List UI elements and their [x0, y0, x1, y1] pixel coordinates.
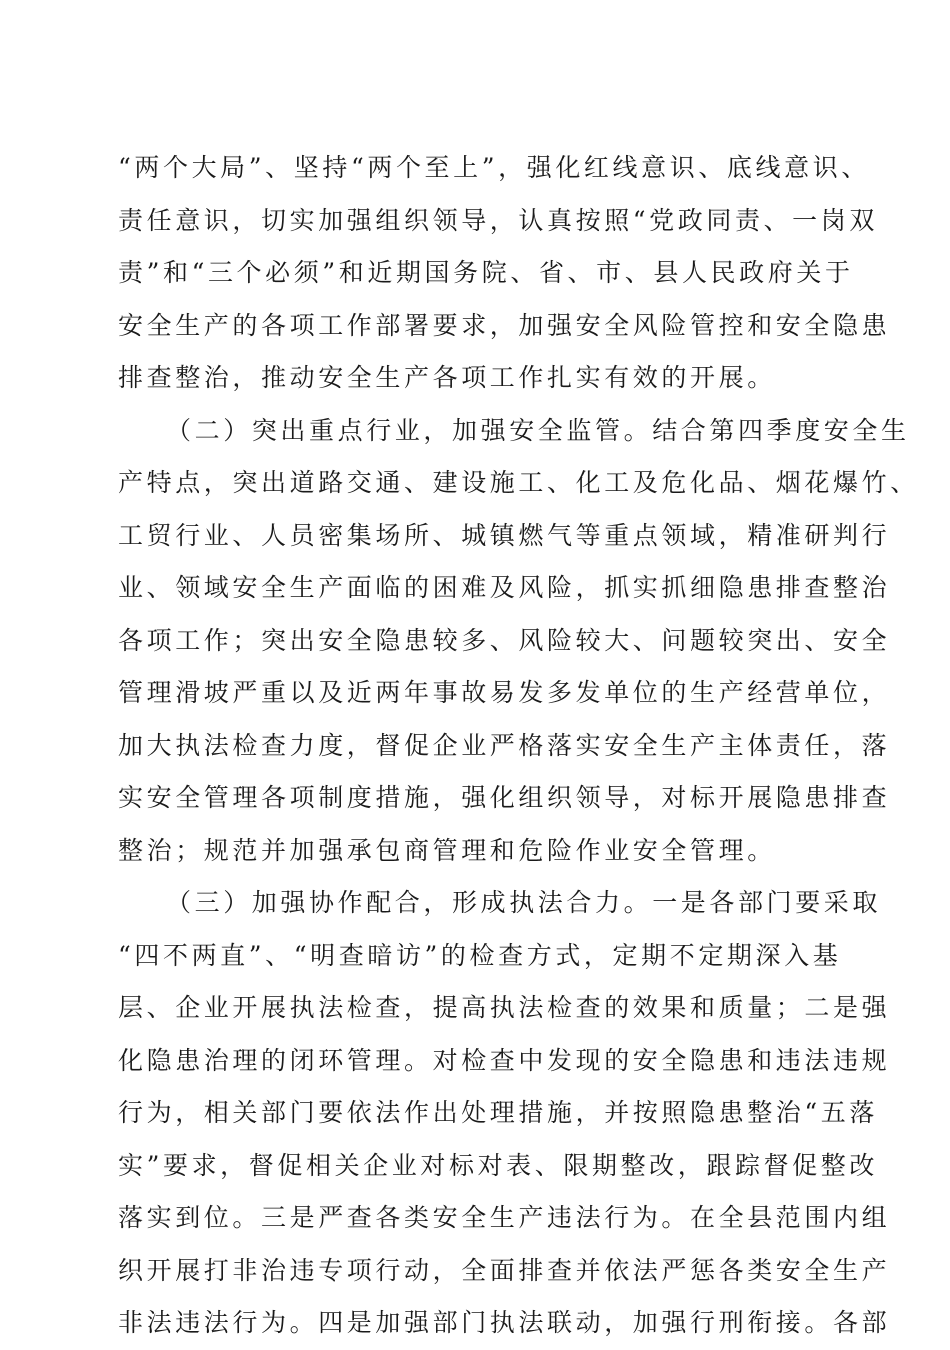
text-line: 排查整治，推动安全生产各项工作扎实有效的开展。 [118, 363, 776, 392]
text-line: “四不两直”、“明查暗访”的检查方式，定期不定期深入基 [118, 940, 842, 970]
text-line: “两个大局”、坚持“两个至上”，强化红线意识、底线意识、 [118, 153, 870, 182]
text-line: 管理滑坡严重以及近两年事故易发多发单位的生产经营单位， [118, 678, 891, 707]
paragraph-section-2 [118, 405, 919, 878]
text-line: 整治；规范并加强承包商管理和危险作业安全管理。 [118, 835, 776, 865]
text-line: 织开展打非治违专项行动，全面排查并依法严惩各类安全生产 [118, 1255, 891, 1285]
text-line: （三）加强协作配合，形成执法合力。一是各部门要采取 [166, 888, 882, 917]
text-line: 实”要求，督促相关企业对标对表、限期整改，跟踪督促整改 [118, 1150, 878, 1180]
text-line: 非法违法行为。四是加强部门执法联动，加强行刑衔接。各部 [118, 1308, 891, 1337]
text-line: 行为，相关部门要依法作出处理措施，并按照隐患整治“五落 [118, 1098, 878, 1127]
text-line: 落实到位。三是严查各类安全生产违法行为。在全县范围内组 [118, 1203, 891, 1232]
text-line: 实安全管理各项制度措施，强化组织领导，对标开展隐患排查 [118, 783, 891, 812]
text-line: （二）突出重点行业，加强安全监管。结合第四季度安全生 [166, 415, 910, 445]
text-line: 产特点，突出道路交通、建设施工、化工及危化品、烟花爆竹、 [118, 468, 919, 497]
text-line: 责任意识，切实加强组织领导，认真按照“党政同责、一岗双 [118, 205, 878, 235]
text-line: 安全生产的各项工作部署要求，加强安全风险管控和安全隐患 [118, 310, 891, 340]
text-line: 业、领域安全生产面临的困难及风险，抓实抓细隐患排查整治 [118, 573, 891, 602]
paragraph-continuation [118, 142, 891, 405]
paragraph-section-3 [118, 877, 891, 1350]
text-line: 加大执法检查力度，督促企业严格落实安全生产主体责任，落 [118, 730, 891, 760]
text-line: 层、企业开展执法检查，提高执法检查的效果和质量；二是强 [118, 993, 891, 1022]
document-body [118, 142, 919, 1350]
text-line: 工贸行业、人员密集场所、城镇燃气等重点领域，精准研判行 [118, 520, 891, 550]
text-line: 化隐患治理的闭环管理。对检查中发现的安全隐患和违法违规 [118, 1045, 891, 1075]
text-line: 各项工作；突出安全隐患较多、风险较大、问题较突出、安全 [118, 625, 891, 655]
text-line: 责”和“三个必须”和近期国务院、省、市、县人民政府关于 [118, 258, 854, 287]
